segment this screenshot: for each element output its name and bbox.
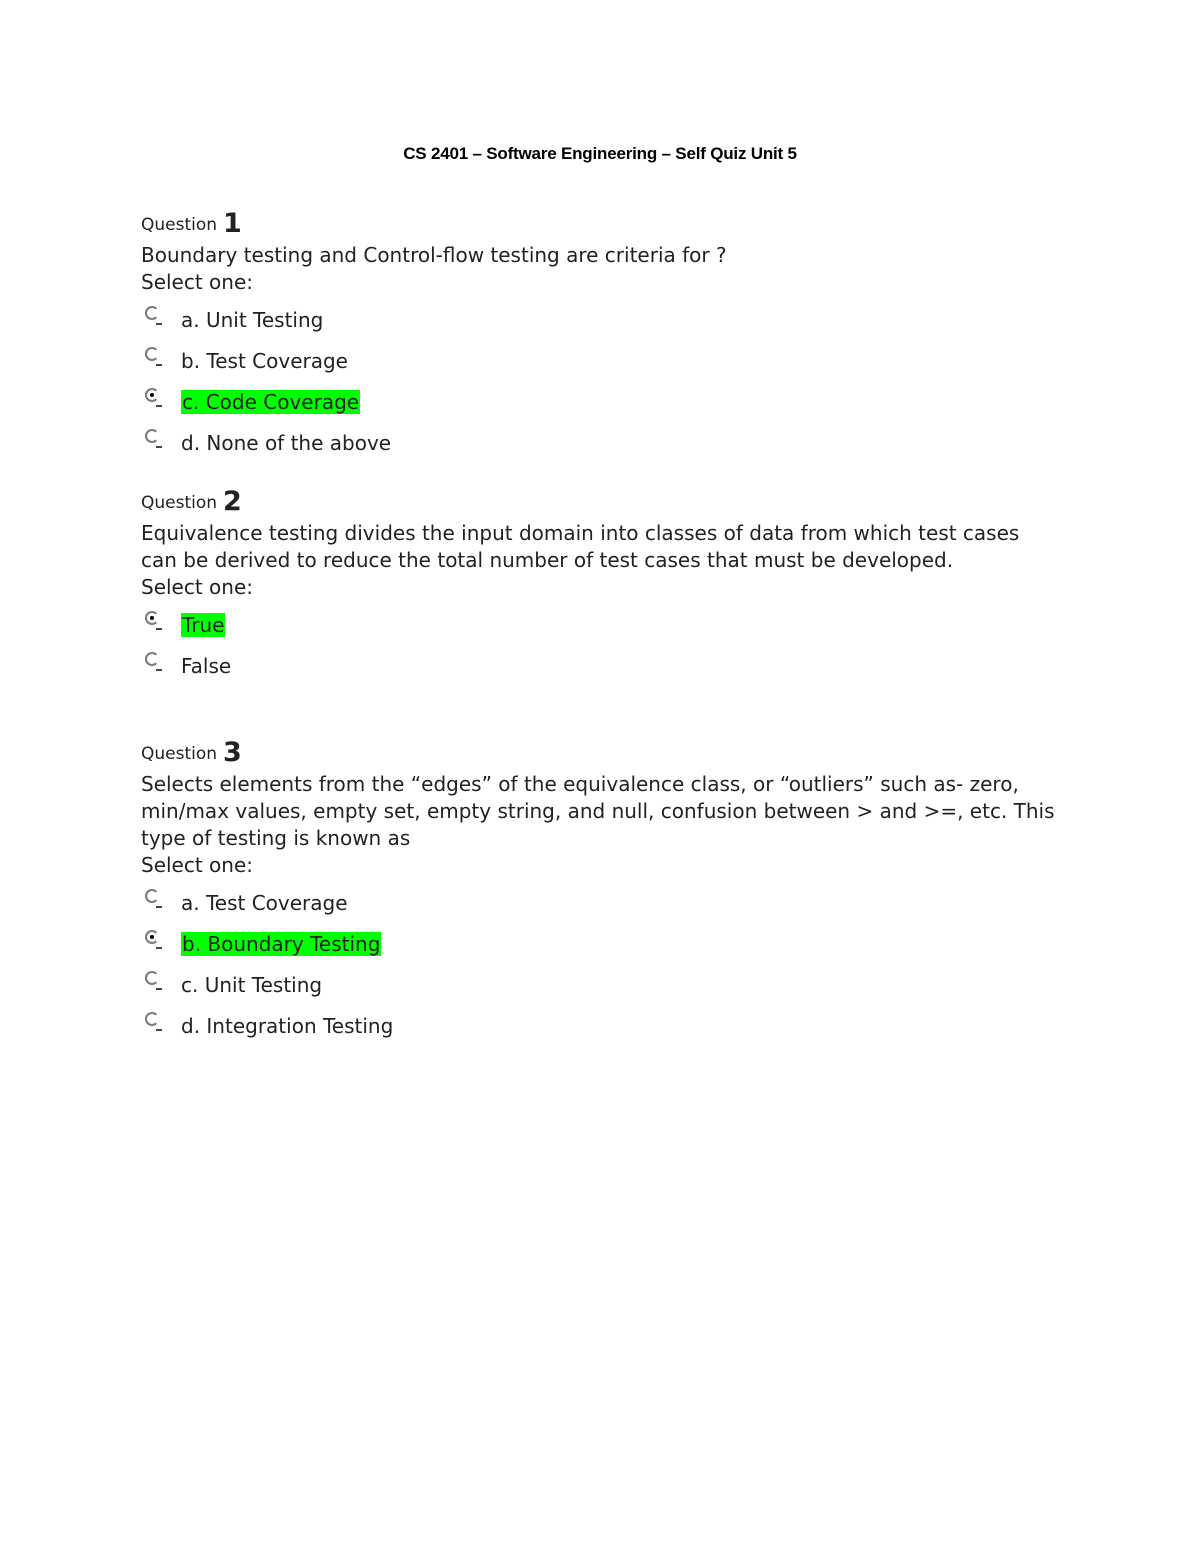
option-true[interactable] bbox=[141, 607, 1061, 648]
question-text: Equivalence testing divides the input domain into classes of data from which test cases can be derived to reduce the total number of test cases that must be developed. bbox=[141, 521, 1020, 572]
option-label: c. Unit Testing bbox=[181, 973, 323, 997]
question-number: 3 bbox=[223, 737, 242, 768]
option-label: d. None of the above bbox=[181, 431, 392, 455]
option-c[interactable] bbox=[141, 967, 1061, 1008]
radio-button-icon[interactable] bbox=[145, 347, 159, 361]
option-label-highlighted: b. Boundary Testing bbox=[182, 932, 381, 956]
option-a[interactable] bbox=[141, 885, 1061, 926]
option-b[interactable] bbox=[141, 926, 1061, 967]
question-2 bbox=[141, 486, 1061, 689]
option-a[interactable] bbox=[141, 302, 1061, 343]
option-d[interactable] bbox=[141, 425, 1061, 466]
question-text: Selects elements from the “edges” of the equivalence class, or “outliers” such as- zero, min/max values, empty set, empty string, and null, confusion between > and >=, etc. This type of testing is known as bbox=[141, 772, 1055, 850]
radio-button-selected-icon[interactable] bbox=[145, 388, 159, 402]
option-false[interactable] bbox=[141, 648, 1061, 689]
question-text: Boundary testing and Control-flow testing are criteria for ? bbox=[141, 243, 727, 267]
option-label: False bbox=[181, 654, 232, 678]
question-3 bbox=[141, 737, 1061, 1049]
question-label: Question bbox=[141, 493, 218, 513]
radio-button-selected-icon[interactable] bbox=[145, 930, 159, 944]
answer-options bbox=[141, 607, 1061, 689]
option-c[interactable] bbox=[141, 384, 1061, 425]
question-number: 1 bbox=[223, 208, 242, 239]
option-label: a. Test Coverage bbox=[181, 891, 348, 915]
answer-options bbox=[141, 302, 1061, 466]
option-label: a. Unit Testing bbox=[181, 308, 324, 332]
option-label: d. Integration Testing bbox=[181, 1014, 394, 1038]
select-one-label: Select one: bbox=[141, 575, 254, 599]
question-1 bbox=[141, 208, 1061, 466]
option-label-highlighted: c. Code Coverage bbox=[182, 390, 360, 414]
option-label-highlighted: True bbox=[182, 613, 225, 637]
radio-button-icon[interactable] bbox=[145, 306, 159, 320]
radio-button-icon[interactable] bbox=[145, 1012, 159, 1026]
radio-button-icon[interactable] bbox=[145, 429, 159, 443]
select-one-label: Select one: bbox=[141, 853, 254, 877]
select-one-label: Select one: bbox=[141, 270, 254, 294]
radio-button-icon[interactable] bbox=[145, 971, 159, 985]
question-label: Question bbox=[141, 744, 218, 764]
option-b[interactable] bbox=[141, 343, 1061, 384]
answer-options bbox=[141, 885, 1061, 1049]
radio-button-icon[interactable] bbox=[145, 889, 159, 903]
question-heading bbox=[141, 737, 1061, 771]
question-heading bbox=[141, 486, 1061, 520]
option-d[interactable] bbox=[141, 1008, 1061, 1049]
question-label: Question bbox=[141, 215, 218, 235]
question-number: 2 bbox=[223, 486, 242, 517]
page-title: CS 2401 – Software Engineering – Self Quiz Unit 5 bbox=[403, 144, 797, 163]
radio-button-icon[interactable] bbox=[145, 652, 159, 666]
question-heading bbox=[141, 208, 1061, 242]
radio-button-selected-icon[interactable] bbox=[145, 611, 159, 625]
option-label: b. Test Coverage bbox=[181, 349, 348, 373]
